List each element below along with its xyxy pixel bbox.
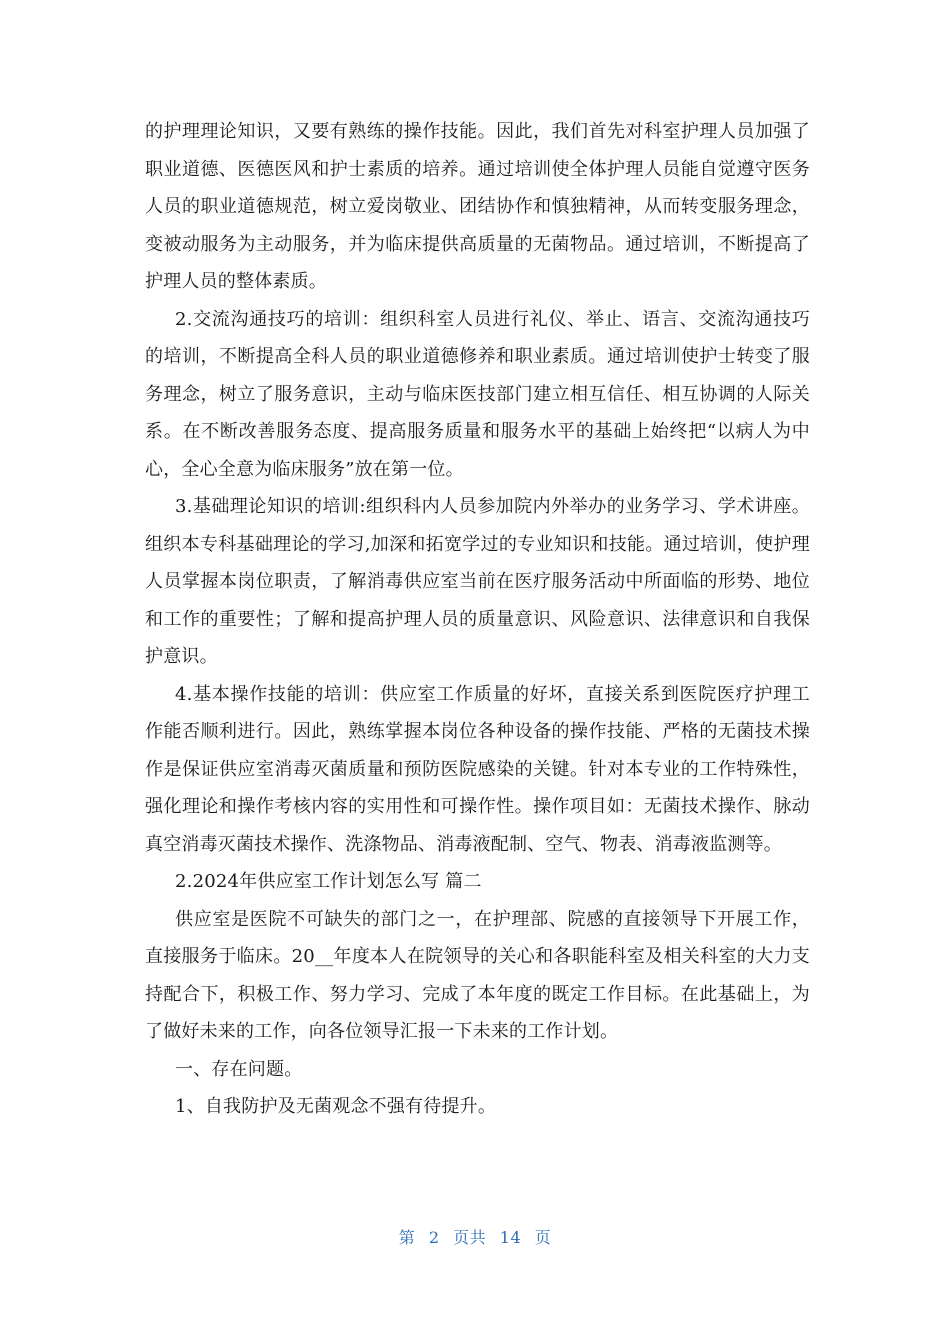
paragraph-theory-training: 3.基础理论知识的培训:组织科内人员参加院内外举办的业务学习、学术讲座。组织本专科基础理论的学习,加深和拓宽学过的专业知识和技能。通过培训，使护理人员掌握本岗位职责，了解消毒供应室当前在医疗服务活动中所面临的形势、地位和工作的重要性；了解和提高护理人员的质量意识、风险意识、法律意识和自我保护意识。 [145, 496, 810, 667]
paragraph-communication-training: 2.交流沟通技巧的培训：组织科室人员进行礼仪、举止、语言、交流沟通技巧的培训，不断提高全科人员的职业道德修养和职业素质。通过培训使护士转变了服务理念，树立了服务意识，主动与临床医技部门建立相互信任、相互协调的人际关系。在不断改善服务态度、提高服务质量和服务水平的基础上始终把“以病人为中心，全心全意为临床服务”放在第一位。 [145, 308, 810, 480]
paragraph-intro: 供应室是医院不可缺失的部门之一，在护理部、院感的直接领导下开展工作，直接服务于临床。20__年度本人在院领导的关心和各职能科室及相关科室的大力支持配合下，积极工作、努力学习、完成了本年度的既定工作目标。在此基础上，为了做好未来的工作，向各位领导汇报一下未来的工作计划。 [145, 908, 810, 1042]
document-body [145, 113, 810, 1126]
footer-total-pages: 14 [499, 1228, 522, 1247]
section-heading: 2.2024年供应室工作计划怎么写 篇二 [175, 871, 482, 892]
page-footer [0, 1225, 950, 1248]
footer-label-ye-gong: 页共 [453, 1228, 487, 1247]
paragraph-continuation: 的护理理论知识，又要有熟练的操作技能。因此，我们首先对科室护理人员加强了职业道德、医德医风和护士素质的培养。通过培训使全体护理人员能自觉遵守医务人员的职业道德规范，树立爱岗敬业、团结协作和慎独精神，从而转变服务理念，变被动服务为主动服务，并为临床提供高质量的无菌物品。通过培训，不断提高了护理人员的整体素质。 [145, 121, 810, 292]
subheading-problems: 一、存在问题。 [175, 1058, 303, 1080]
footer-label-di: 第 [398, 1228, 416, 1247]
footer-current-page: 2 [428, 1228, 440, 1247]
list-item-1: 1、自我防护及无菌观念不强有待提升。 [175, 1096, 497, 1117]
footer-label-ye: 页 [534, 1228, 552, 1247]
paragraph-skills-training: 4.基本操作技能的培训：供应室工作质量的好坏，直接关系到医院医疗护理工作能否顺利进行。因此，熟练掌握本岗位各种设备的操作技能、严格的无菌技术操作是保证供应室消毒灭菌质量和预防医院感染的关键。针对本专业的工作特殊性，强化理论和操作考核内容的实用性和可操作性。操作项目如：无菌技术操作、脉动真空消毒灭菌技术操作、洗涤物品、消毒液配制、空气、物表、消毒液监测等。 [145, 683, 810, 855]
